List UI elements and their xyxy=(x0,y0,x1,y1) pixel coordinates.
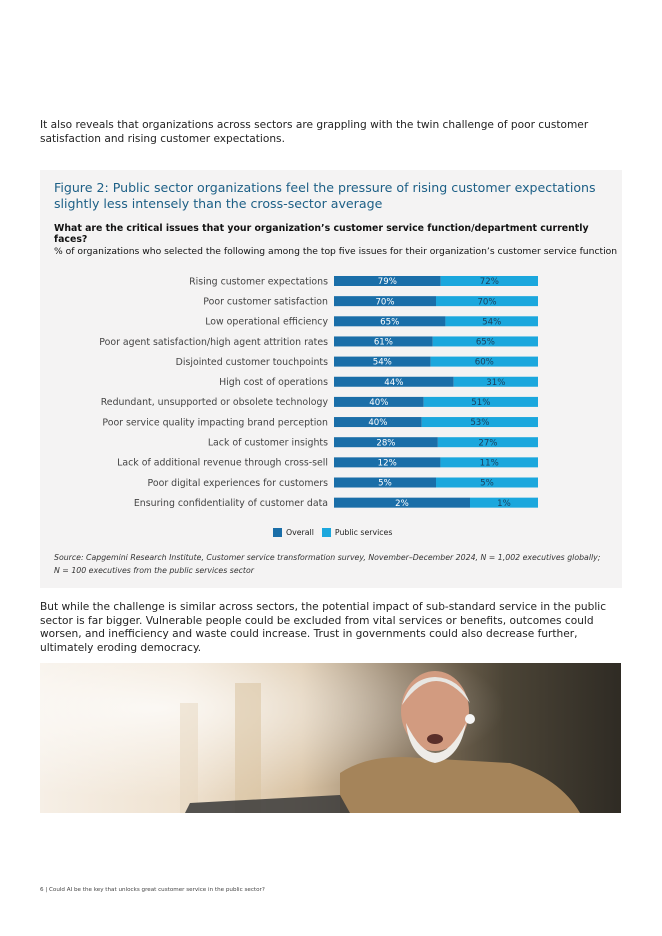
source-line-2: N = 100 executives from the public services sector xyxy=(54,566,254,575)
data-label-overall: 79% xyxy=(377,277,397,288)
figure-panel xyxy=(40,170,622,588)
data-label-public-services: 5% xyxy=(480,478,494,489)
legend-swatch-public-services xyxy=(322,528,331,537)
data-label-overall: 2% xyxy=(395,498,409,509)
data-label-overall: 54% xyxy=(372,357,392,368)
category-label: Lack of customer insights xyxy=(207,437,328,449)
legend-item-public-services xyxy=(322,528,393,537)
category-label: Lack of additional revenue through cross-sell xyxy=(117,457,328,469)
category-label: Rising customer expectations xyxy=(189,276,328,288)
data-label-public-services: 60% xyxy=(474,357,494,368)
data-label-public-services: 27% xyxy=(478,438,498,449)
figure-source xyxy=(54,551,614,577)
figure-subtitle: % of organizations who selected the following among the top five issues for their organization’s customer service function xyxy=(54,246,618,257)
category-label: Ensuring confidentiality of customer data xyxy=(133,497,328,509)
closing-paragraph: But while the challenge is similar across sectors, the potential impact of sub-standard service in the public sector is far bigger. Vulnerable people could be excluded from vital services or benefits, outcomes could worsen, and inefficiency and waste could increase. Trust in governments could also decrease further, ultimately eroding democracy. xyxy=(40,601,607,654)
photo-older-man-at-laptop xyxy=(40,663,621,813)
data-label-public-services: 65% xyxy=(475,337,495,348)
data-label-public-services: 31% xyxy=(486,377,506,388)
data-label-public-services: 54% xyxy=(482,317,502,328)
data-label-overall: 40% xyxy=(369,398,389,408)
data-label-overall: 40% xyxy=(368,418,388,429)
data-label-overall: 44% xyxy=(384,377,404,388)
data-label-overall: 65% xyxy=(380,317,400,328)
data-label-public-services: 51% xyxy=(471,398,491,408)
category-label: Disjointed customer touchpoints xyxy=(175,356,328,368)
legend-swatch-overall xyxy=(273,528,282,537)
figure-title: Figure 2: Public sector organizations feel the pressure of rising customer expectations slightly less intensely than the cross-sector average xyxy=(54,180,596,211)
data-label-public-services: 53% xyxy=(470,418,490,429)
data-label-overall: 61% xyxy=(373,337,393,348)
category-label: Poor customer satisfaction xyxy=(203,296,328,308)
data-label-overall: 5% xyxy=(378,478,392,489)
data-label-public-services: 70% xyxy=(477,297,497,308)
page-footer: 6 | Could AI be the key that unlocks great customer service in the public sector? xyxy=(40,887,265,893)
chart-legend xyxy=(273,528,400,537)
data-label-overall: 28% xyxy=(376,438,396,449)
category-label: Poor service quality impacting brand perception xyxy=(102,417,328,429)
data-label-overall: 70% xyxy=(375,297,395,308)
category-label: High cost of operations xyxy=(219,377,328,389)
source-line-1: Source: Capgemini Research Institute, Customer service transformation survey, November–December 2024, N = 1,002 executives globally; xyxy=(54,553,601,562)
category-label: Low operational efficiency xyxy=(205,316,328,328)
data-label-public-services: 72% xyxy=(479,277,499,288)
data-label-overall: 12% xyxy=(377,458,397,469)
category-label: Poor agent satisfaction/high agent attrition rates xyxy=(99,336,328,348)
photo-illustration xyxy=(40,663,621,813)
category-label: Redundant, unsupported or obsolete technology xyxy=(100,397,328,409)
legend-item-overall xyxy=(273,528,314,537)
intro-paragraph: It also reveals that organizations across sectors are grappling with the twin challenge of poor customer satisfaction and rising customer expectations. xyxy=(40,119,589,145)
category-label: Poor digital experiences for customers xyxy=(147,477,328,489)
bar-chart xyxy=(40,170,622,520)
legend-label-public-services: Public services xyxy=(334,528,393,537)
data-label-public-services: 1% xyxy=(497,498,511,509)
figure-question: What are the critical issues that your organization’s customer service function/department currently faces? xyxy=(54,223,589,245)
data-label-public-services: 11% xyxy=(479,458,499,469)
legend-label-overall: Overall xyxy=(286,528,314,537)
